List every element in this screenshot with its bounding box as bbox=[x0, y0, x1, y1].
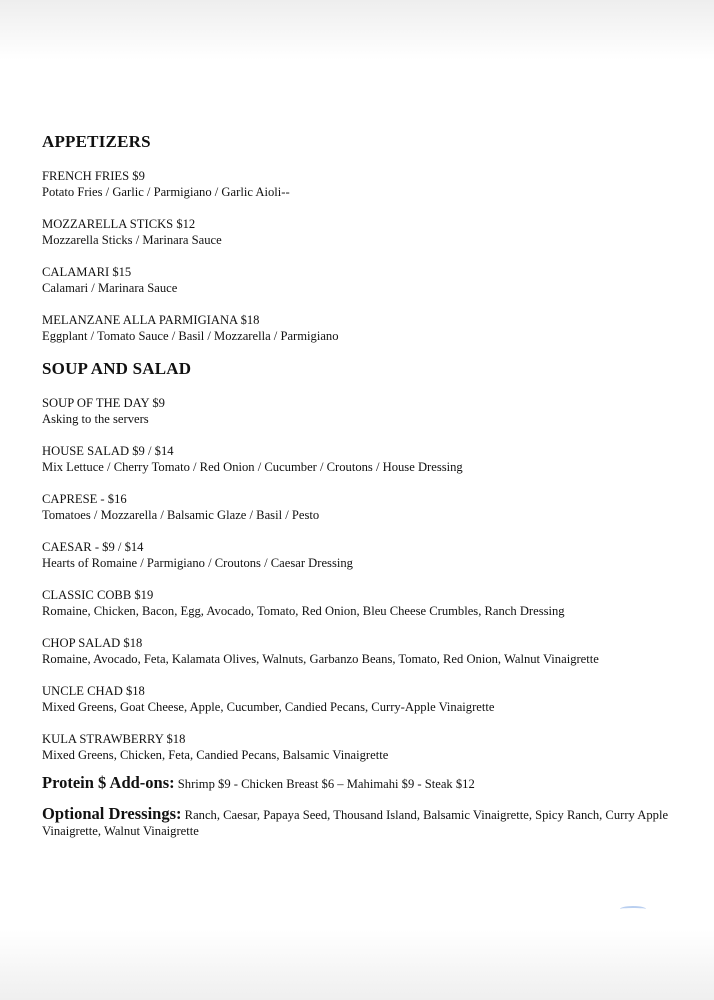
item-description: Eggplant / Tomato Sauce / Basil / Mozzarella / Parmigiano bbox=[42, 329, 339, 343]
page-mark bbox=[620, 906, 646, 912]
item-description: Mixed Greens, Chicken, Feta, Candied Pecans, Balsamic Vinaigrette bbox=[42, 748, 389, 762]
menu-item bbox=[42, 587, 682, 619]
optional-dressings bbox=[42, 806, 682, 839]
item-description: Tomatoes / Mozzarella / Balsamic Glaze / Basil / Pesto bbox=[42, 508, 320, 522]
item-name: CAESAR - $9 / $14 bbox=[42, 540, 144, 554]
protein-addons-label: Protein $ Add-ons: bbox=[42, 773, 175, 792]
optional-dressings-label: Optional Dressings: bbox=[42, 804, 182, 823]
menu-item bbox=[42, 443, 682, 475]
menu-item bbox=[42, 312, 682, 344]
menu-item bbox=[42, 635, 682, 667]
menu-item bbox=[42, 491, 682, 523]
protein-addons bbox=[42, 775, 682, 792]
menu-item bbox=[42, 168, 682, 200]
menu-item bbox=[42, 264, 682, 296]
section-title-appetizers: APPETIZERS bbox=[42, 132, 151, 151]
item-description: Mix Lettuce / Cherry Tomato / Red Onion / Cucumber / Croutons / House Dressing bbox=[42, 460, 463, 474]
item-name: MOZZARELLA STICKS $12 bbox=[42, 217, 196, 231]
menu-item bbox=[42, 683, 682, 715]
protein-addons-text: Shrimp $9 - Chicken Breast $6 – Mahimahi $9 - Steak $12 bbox=[174, 777, 475, 791]
menu-item bbox=[42, 216, 682, 248]
item-name: KULA STRAWBERRY $18 bbox=[42, 732, 186, 746]
optional-dressings-text: Ranch, Caesar, Papaya Seed, Thousand Island, Balsamic Vinaigrette, Spicy Ranch, Curry Apple Vinaigrette, Walnut Vinaigrette bbox=[42, 808, 669, 838]
item-name: CLASSIC COBB $19 bbox=[42, 588, 154, 602]
section-title-soup-salad: SOUP AND SALAD bbox=[42, 359, 192, 378]
item-name: CALAMARI $15 bbox=[42, 265, 132, 279]
item-description: Calamari / Marinara Sauce bbox=[42, 281, 178, 295]
item-name: MELANZANE ALLA PARMIGIANA $18 bbox=[42, 313, 260, 327]
item-name: SOUP OF THE DAY $9 bbox=[42, 396, 165, 410]
menu-item bbox=[42, 539, 682, 571]
item-description: Hearts of Romaine / Parmigiano / Croutons / Caesar Dressing bbox=[42, 556, 353, 570]
item-name: HOUSE SALAD $9 / $14 bbox=[42, 444, 174, 458]
item-description: Romaine, Chicken, Bacon, Egg, Avocado, Tomato, Red Onion, Bleu Cheese Crumbles, Ranch Dressing bbox=[42, 604, 565, 618]
item-name: UNCLE CHAD $18 bbox=[42, 684, 145, 698]
item-description: Mozzarella Sticks / Marinara Sauce bbox=[42, 233, 222, 247]
item-description: Romaine, Avocado, Feta, Kalamata Olives, Walnuts, Garbanzo Beans, Tomato, Red Onion, Walnut Vinaigrette bbox=[42, 652, 599, 666]
menu-page bbox=[42, 131, 682, 853]
item-name: CHOP SALAD $18 bbox=[42, 636, 143, 650]
menu-item bbox=[42, 395, 682, 427]
menu-item bbox=[42, 731, 682, 763]
item-name: CAPRESE - $16 bbox=[42, 492, 127, 506]
item-description: Asking to the servers bbox=[42, 412, 149, 426]
item-description: Potato Fries / Garlic / Parmigiano / Garlic Aioli-- bbox=[42, 185, 290, 199]
item-name: FRENCH FRIES $9 bbox=[42, 169, 145, 183]
bottom-shadow bbox=[0, 930, 714, 1000]
top-shadow bbox=[0, 0, 714, 60]
item-description: Mixed Greens, Goat Cheese, Apple, Cucumber, Candied Pecans, Curry-Apple Vinaigrette bbox=[42, 700, 495, 714]
